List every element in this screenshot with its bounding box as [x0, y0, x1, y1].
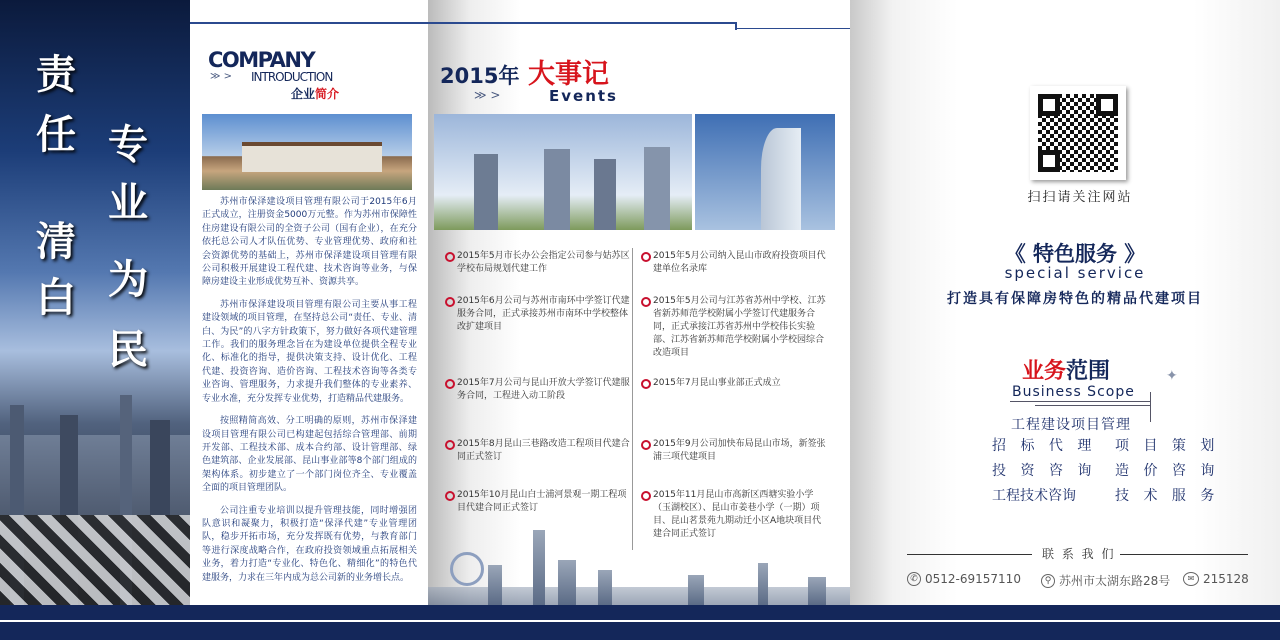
service-title: 《 特色服务 》 [1004, 242, 1146, 266]
service-item: 造 价 咨 询 [1115, 463, 1220, 479]
slogan-char: 清 [36, 218, 76, 265]
intro-panel [190, 0, 428, 605]
service-item: 工程技术咨询 [992, 488, 1076, 504]
event-item: 2015年5月市长办公会指定公司参与姑苏区学校布局规划代建工作 [445, 250, 630, 276]
qr-code [1030, 86, 1126, 180]
qr-caption: 扫扫请关注网站 [1027, 190, 1133, 205]
intro-text [202, 196, 417, 594]
scope-rule [1010, 401, 1150, 402]
slogan-char: 为 [108, 256, 148, 303]
service-item: 技 术 服 务 [1115, 488, 1220, 504]
contact-phone [907, 572, 1021, 586]
phone-icon: ✆ [907, 572, 921, 586]
slogan-char: 业 [108, 179, 148, 226]
event-item: 2015年6月公司与苏州市南环中学签订代建服务合同，正式承接苏州市南环中学校整体改扩建项目 [445, 295, 630, 334]
service-item: 投 资 咨 询 [992, 463, 1097, 479]
intro-paragraph: 按照精简高效、分工明确的原则，苏州市保泽建设项目管理有限公司已构建起包括综合管理部、前期开发部、工程技术部、成本合约部、设计管理部、绿色建筑部、企业发展部、昆山事业部等8个部门组成的架构体系。初步建立了一个部门岗位齐全、专业覆盖全面的项目管理团队。 [202, 416, 417, 494]
postcode-text: 215128 [1203, 572, 1249, 586]
scope-title [1022, 354, 1110, 385]
slogan-char: 责 [36, 51, 76, 98]
slogan-char: 任 [36, 111, 76, 158]
address-text: 苏州市太湖东路28号 [1059, 574, 1171, 588]
scope-blue: 范围 [1066, 358, 1111, 384]
title-cn-1: 企业 [291, 87, 316, 101]
service-panel [850, 0, 1280, 605]
intro-paragraph: 苏州市保泽建设项目管理有限公司主要从事工程建设领域的项目管理，在坚持总公司“责任、专业、清白、为民”的八字方针政策下，努力做好各项代建管理工作。我们的服务理念旨在为建设单位提供全程专业化、标准化的指导，提供决策支持、设计优化、工程代建、投资咨询、造价咨询、工程技术咨询等各类专业咨询、管理服务，力求提升我们整体的专业素养、专业水准，充分发挥专业优势，打造精品代建服务。 [202, 299, 417, 404]
cover-panel [0, 0, 190, 605]
title-en-1: COMPANY [208, 48, 315, 72]
intro-paragraph: 苏州市保泽建设项目管理有限公司于2015年6月正式成立，注册资金5000万元整。作为苏州市保障性住房建设有限公司的全资子公司（国有企业），在充分依托总公司人才队伍优势、专业管理优势、政府和社会资源优势的基础上，苏州市保泽建设项目管理有限公司积极开展建设工程代建、技术咨询等业务，与保障房建设主业形成优势互补、资源共享。 [202, 197, 417, 288]
service-title-en: special service [1004, 264, 1146, 282]
skyline-graphic [428, 530, 850, 605]
sparkle-icon: ✦ [1166, 368, 1178, 384]
scope-en: Business Scope [1012, 384, 1135, 400]
title-cn-2: 简介 [315, 87, 340, 101]
service-item: 招 标 代 理 [992, 438, 1097, 454]
service-item: 工程建设项目管理 [1011, 417, 1131, 433]
scope-rule [1150, 392, 1151, 422]
scope-red: 业务 [1022, 358, 1067, 384]
phone-text: 0512-69157110 [925, 572, 1021, 586]
scope-rule [1035, 405, 1150, 406]
event-item: 2015年5月公司与江苏省苏州中学校、江苏省新苏师范学校附属小学签订代建服务合同，正式承接江苏省苏州中学校伟长实验部、江苏省新苏师范学校附属小学校园综合改造项目 [641, 295, 826, 360]
contact-rule [907, 554, 1032, 555]
divider [632, 248, 633, 550]
event-item: 2015年11月昆山市高新区西塘实验小学（玉湖校区）、昆山市姜巷小学（一期）项目、昆山茗景苑九期动迁小区A地块项目代建合同正式签订 [641, 489, 826, 541]
slogan-char: 民 [108, 326, 148, 373]
events-en: Events [549, 87, 618, 105]
bottom-band-stripe [0, 620, 1280, 622]
top-rule [190, 22, 735, 24]
location-pin-icon: ⚲ [1041, 574, 1055, 588]
contact-address [1041, 572, 1170, 589]
event-item: 2015年5月公司纳入昆山市政府投资项目代建单位名录库 [641, 250, 826, 276]
event-item: 2015年9月公司加快布局昆山市场，新签张浦三项代建项目 [641, 438, 826, 464]
slogan-char: 白 [36, 274, 76, 321]
events-panel [428, 0, 850, 605]
service-item: 项 目 策 划 [1115, 438, 1220, 454]
section-title [291, 85, 339, 102]
arrows-icon: ≫ > [210, 71, 233, 82]
contact-title: 联 系 我 们 [1042, 547, 1116, 561]
service-subtitle: 打造具有保障房特色的精品代建项目 [947, 291, 1203, 307]
title-en-2: INTRODUCTION [251, 70, 333, 84]
contact-postcode [1183, 572, 1249, 586]
building-photo [202, 114, 412, 190]
mail-icon: ✉ [1183, 572, 1199, 586]
events-title: 大事记 [528, 59, 609, 90]
events-year: 2015年 [440, 64, 520, 88]
top-rule-tail [735, 28, 850, 29]
arrows-icon: ≫ > [474, 88, 501, 102]
intro-paragraph: 公司注重专业培训以提升管理技能，同时增强团队意识和凝聚力，积极打造“保泽代建”专业管理团队，稳步开拓市场，充分发挥既有优势，与教育部门等进行深度战略合作，在政府投资领域重点拓展相关业务，着力打造“专业化、特色化、精细化”的特色代建服务，力求在三年内成为总公司新的业务增长点。 [202, 505, 417, 583]
city-photo [434, 114, 692, 230]
bottom-band [0, 605, 1280, 640]
slogan-char: 专 [108, 121, 148, 168]
event-item: 2015年7月昆山事业部正式成立 [641, 377, 826, 390]
contact-rule [1120, 554, 1248, 555]
event-item: 2015年10月昆山白士浦河景观一期工程项目代建合同正式签订 [445, 489, 630, 515]
tower-photo [695, 114, 835, 230]
event-item: 2015年7月公司与昆山开放大学签订代建服务合同，工程进入动工阶段 [445, 377, 630, 403]
event-item: 2015年8月昆山三巷路改造工程项目代建合同正式签订 [445, 438, 630, 464]
